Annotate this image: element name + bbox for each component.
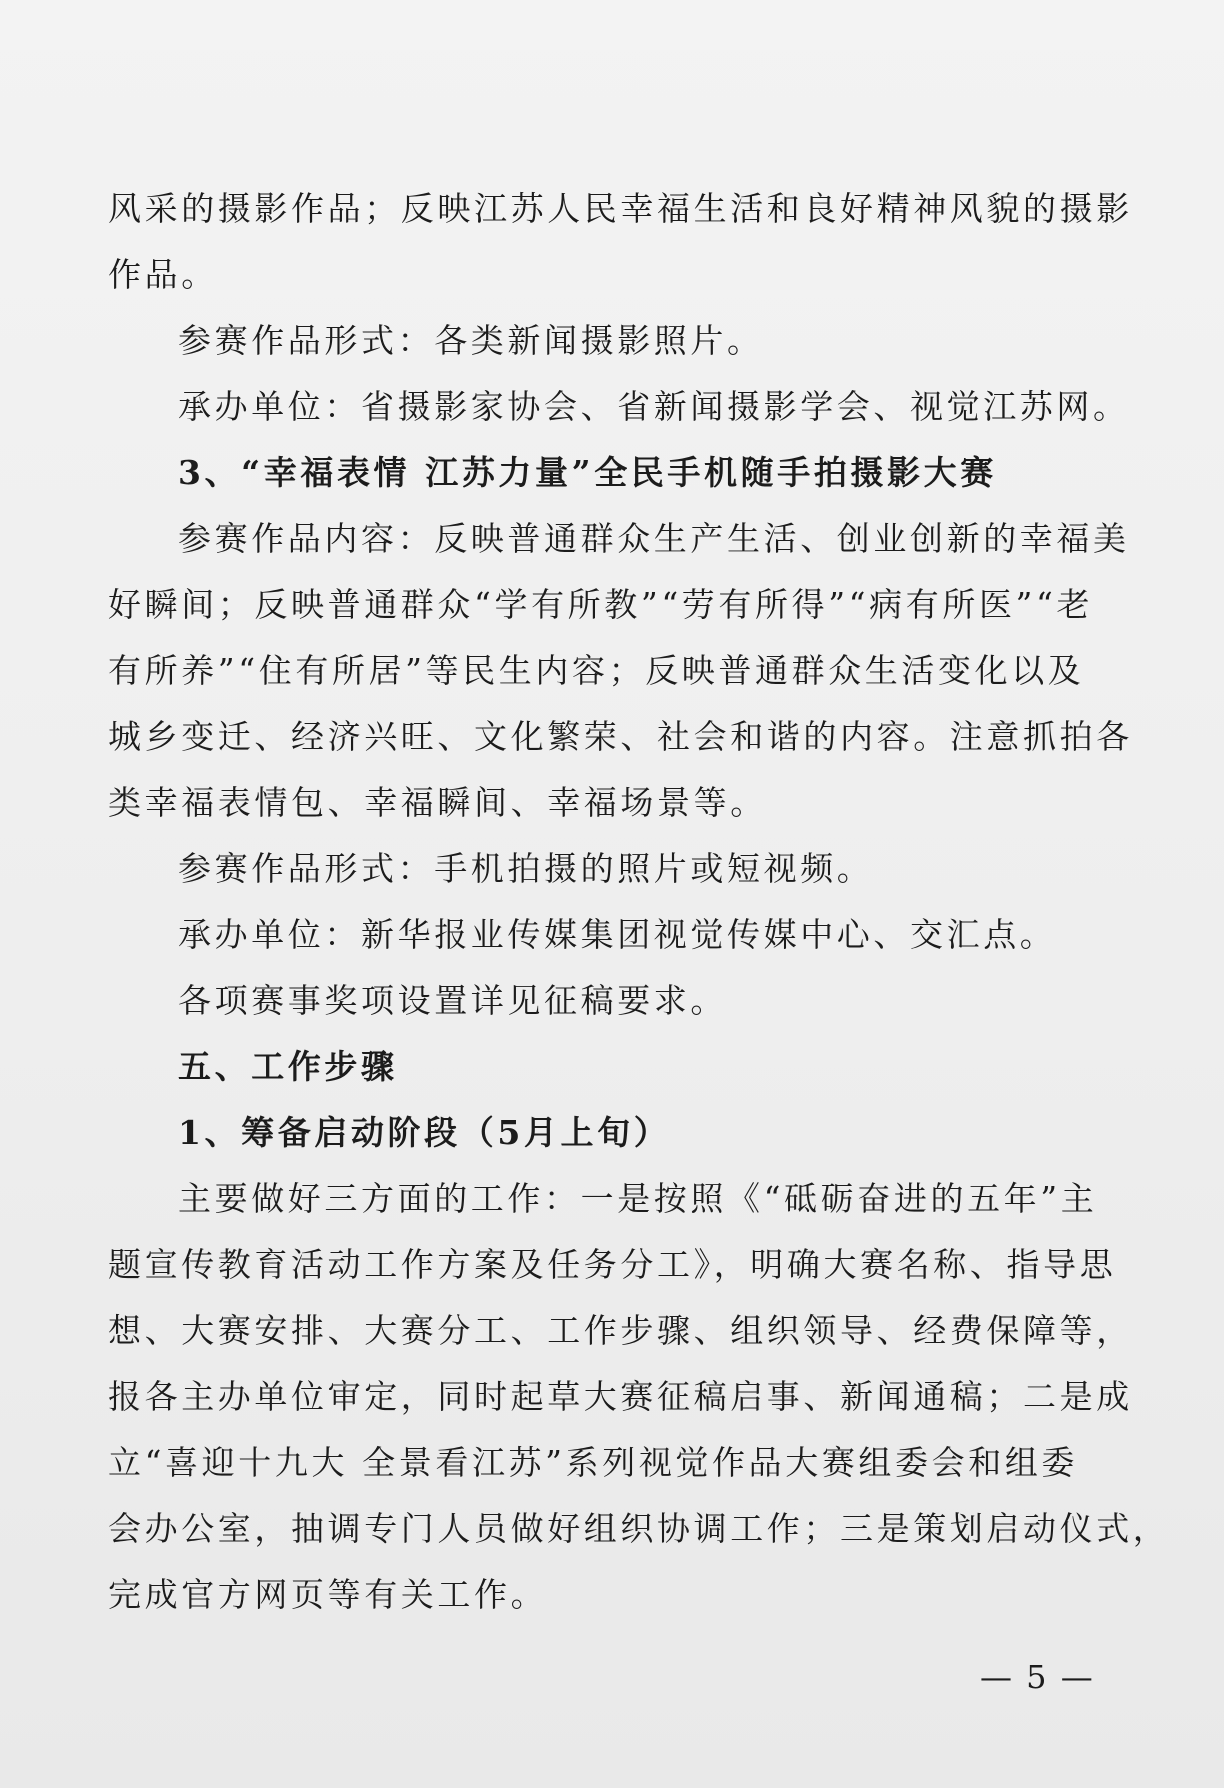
section-subheading: 1、筹备启动阶段（5月上旬）: [178, 1113, 671, 1152]
text-line: 风采的摄影作品；反映江苏人民幸福生活和良好精神风貌的摄影: [108, 189, 1133, 228]
text-line: 参赛作品形式：各类新闻摄影照片。: [178, 321, 764, 360]
document-body: [108, 176, 1170, 1628]
text-line: 好瞬间；反映普通群众“学有所教”“劳有所得”“病有所医”“老: [108, 585, 1094, 624]
text-line: 类幸福表情包、幸福瞬间、幸福场景等。: [108, 783, 767, 822]
text-line: 想、大赛安排、大赛分工、工作步骤、组织领导、经费保障等，: [108, 1311, 1133, 1350]
text-line: 有所养”“住有所居”等民生内容；反映普通群众生活变化以及: [108, 651, 1085, 690]
text-line: 各项赛事奖项设置详见征稿要求。: [178, 981, 727, 1020]
section-heading: 五、工作步骤: [178, 1047, 398, 1086]
text-line: 承办单位：省摄影家协会、省新闻摄影学会、视觉江苏网。: [178, 387, 1130, 426]
text-line: 报各主办单位审定，同时起草大赛征稿启事、新闻通稿；二是成: [108, 1377, 1133, 1416]
text-line: 会办公室，抽调专门人员做好组织协调工作；三是策划启动仪式，: [108, 1509, 1170, 1548]
text-line: 作品。: [108, 255, 218, 294]
text-line: 题宣传教育活动工作方案及任务分工》，明确大赛名称、指导思: [108, 1245, 1117, 1284]
text-line: 主要做好三方面的工作：一是按照《“砥砺奋进的五年”主: [178, 1179, 1098, 1218]
text-line: 参赛作品形式：手机拍摄的照片或短视频。: [178, 849, 874, 888]
text-line: 参赛作品内容：反映普通群众生产生活、创业创新的幸福美: [178, 519, 1130, 558]
text-line: 完成官方网页等有关工作。: [108, 1575, 548, 1614]
section-subheading: 3、“幸福表情 江苏力量”全民手机随手拍摄影大赛: [178, 453, 997, 492]
page-number: — 5 —: [980, 1658, 1095, 1696]
text-line: 承办单位：新华报业传媒集团视觉传媒中心、交汇点。: [178, 915, 1057, 954]
text-line: 立“喜迎十九大 全景看江苏”系列视觉作品大赛组委会和组委: [108, 1443, 1079, 1482]
text-line: 城乡变迁、经济兴旺、文化繁荣、社会和谐的内容。注意抓拍各: [108, 717, 1133, 756]
